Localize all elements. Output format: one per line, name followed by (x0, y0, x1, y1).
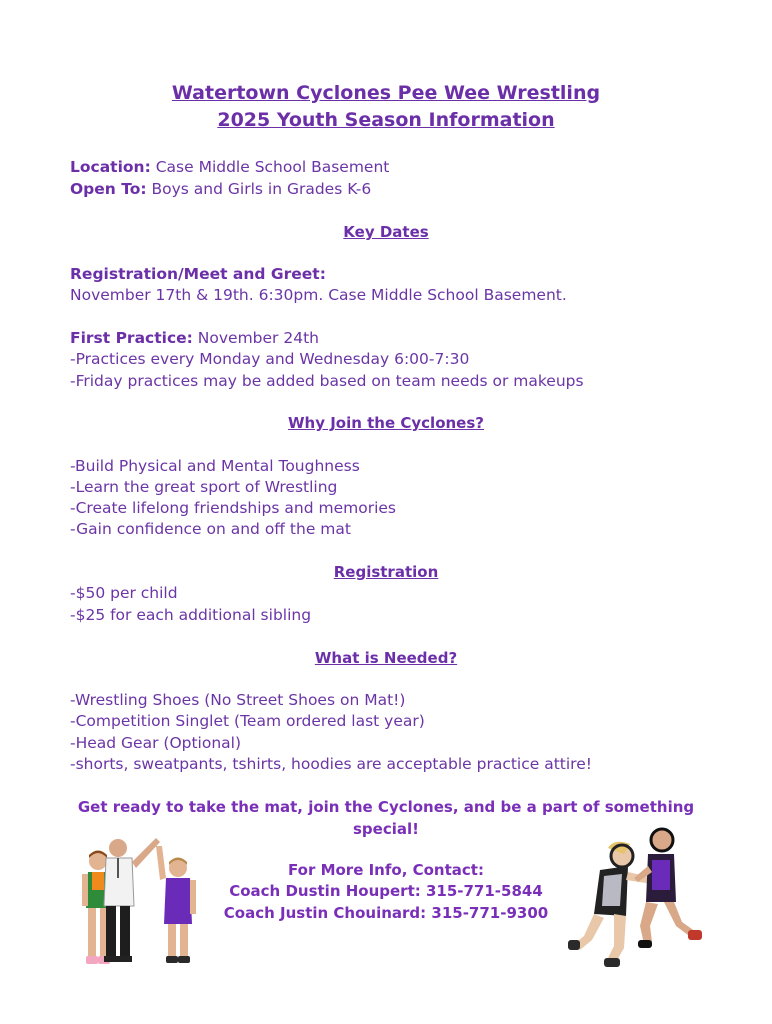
contact-coach-1: Coach Dustin Houpert: 315-771-5844 (229, 882, 543, 900)
first-practice-label: First Practice: (70, 329, 193, 347)
why-join-item: -Create lifelong friendships and memories (70, 499, 396, 517)
key-dates-heading: Key Dates (343, 223, 429, 241)
needed-item: -Competition Singlet (Team ordered last year) (70, 712, 425, 730)
referee-victory-photo (78, 828, 208, 976)
needed-item: -Wrestling Shoes (No Street Shoes on Mat!) (70, 691, 406, 709)
open-to-label: Open To: (70, 180, 147, 198)
registration-item: -$50 per child (70, 584, 178, 602)
practice-line: -Friday practices may be added based on team needs or makeups (70, 372, 584, 390)
closing-message: Get ready to take the mat, join the Cyclones, and be a part of something special! (77, 798, 695, 838)
wrestler-purple-figure (156, 846, 196, 963)
registration-meet-value: November 17th & 19th. 6:30pm. Case Middle School Basement. (70, 286, 567, 304)
flyer-subtitle: 2025 Youth Season Information (217, 109, 555, 131)
referee-figure (104, 838, 160, 962)
contact-coach-2: Coach Justin Chouinard: 315-771-9300 (223, 904, 549, 922)
wrestler-purple-figure (634, 829, 702, 948)
why-join-item: -Learn the great sport of Wrestling (70, 478, 338, 496)
flyer-title: Watertown Cyclones Pee Wee Wrestling (171, 82, 601, 104)
why-join-heading: Why Join the Cyclones? (287, 414, 484, 432)
location-label: Location: (70, 158, 151, 176)
registration-item: -$25 for each additional sibling (70, 606, 312, 624)
needed-item: -Head Gear (Optional) (70, 734, 242, 752)
wrestler-black-figure (568, 842, 654, 967)
first-practice-line (70, 329, 319, 347)
needed-item: -shorts, sweatpants, tshirts, hoodies are acceptable practice attire! (70, 755, 592, 773)
wrestling-match-photo (564, 826, 708, 974)
location-line (70, 158, 389, 176)
practice-line: -Practices every Monday and Wednesday 6:00-7:30 (70, 350, 470, 368)
why-join-item: -Build Physical and Mental Toughness (70, 457, 360, 475)
location-value: Case Middle School Basement (150, 158, 390, 176)
needed-heading: What is Needed? (314, 649, 458, 667)
open-to-value: Boys and Girls in Grades K-6 (146, 180, 372, 198)
first-practice-value: November 24th (192, 329, 319, 347)
why-join-item: -Gain confidence on and off the mat (70, 520, 351, 538)
registration-meet-label: Registration/Meet and Greet: (70, 265, 326, 283)
open-to-line (70, 180, 371, 198)
registration-heading: Registration (333, 563, 439, 581)
contact-heading: For More Info, Contact: (288, 861, 484, 879)
